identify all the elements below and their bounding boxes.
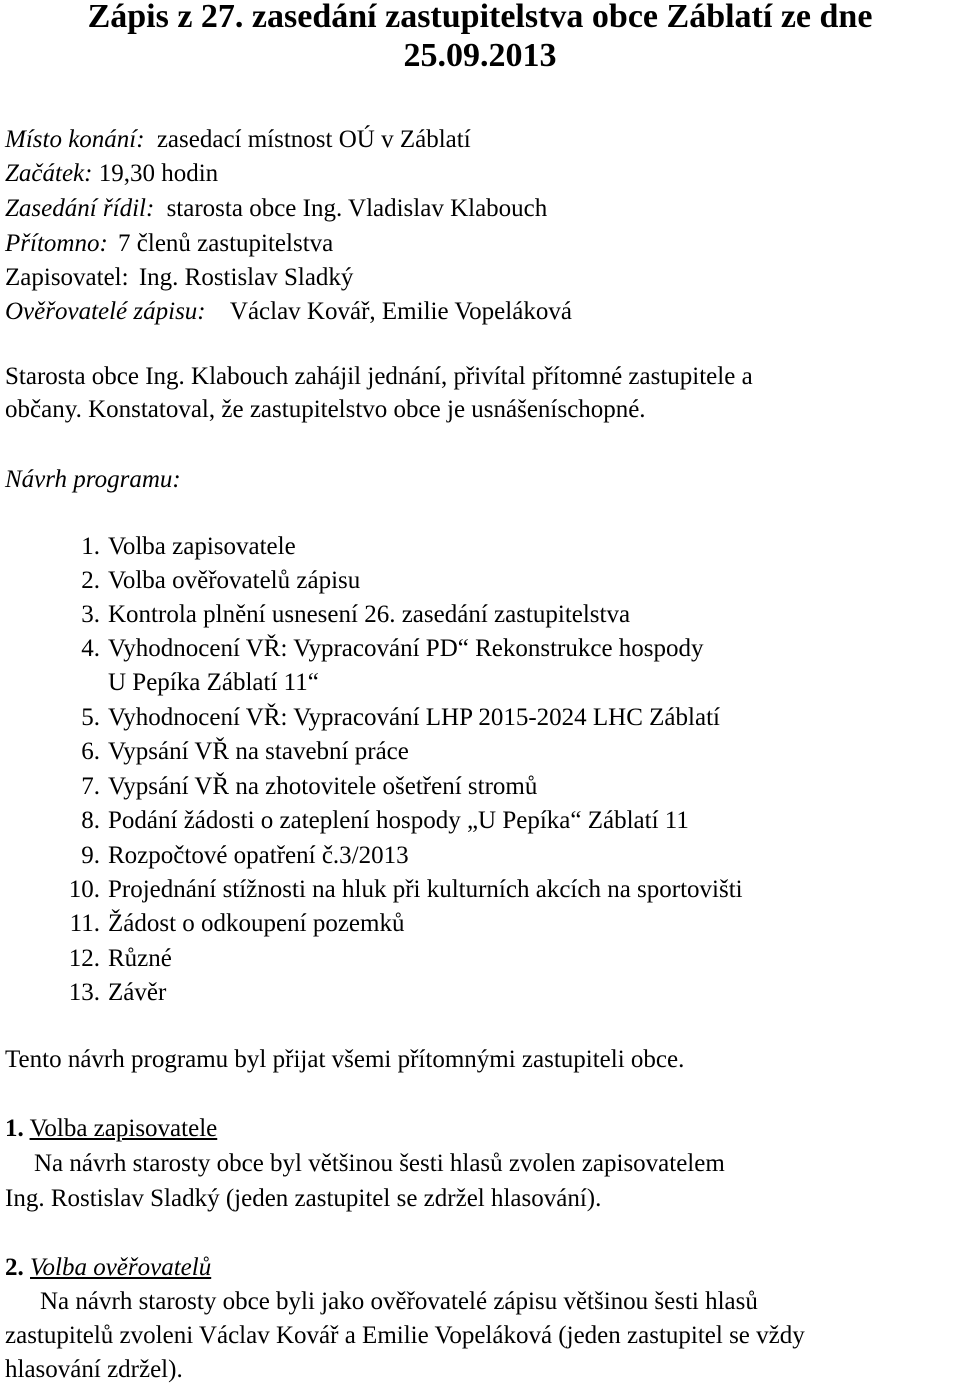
- section2-text-line1: Na návrh starosty obce byli jako ověřovatelé zápisu většinou šesti hlasů: [40, 1288, 758, 1315]
- meta-recorder: [5, 262, 353, 294]
- meta-chair-label: Zasedání řídil:: [5, 195, 155, 222]
- opening-paragraph-line1: Starosta obce Ing. Klabouch zahájil jednání, přivítal přítomné zastupitele a: [5, 363, 753, 390]
- section2-title: Volba ověřovatelů: [30, 1254, 212, 1281]
- program-item-text: Rozpočtové opatření č.3/2013: [108, 842, 409, 869]
- meta-chair: [5, 193, 547, 225]
- program-item-text: Vypsání VŘ na stavební práce: [108, 738, 409, 765]
- program-item-number: 2.: [81, 567, 100, 594]
- section2-text-line3: hlasování zdržel).: [5, 1356, 183, 1383]
- program-item-number: 12.: [68, 945, 100, 972]
- program-item-text: Volba zapisovatele: [108, 533, 296, 560]
- section1-heading: [5, 1113, 217, 1145]
- program-heading: Návrh programu:: [5, 466, 181, 493]
- program-item-text: Vypsání VŘ na zhotovitele ošetření stromů: [108, 773, 538, 800]
- program-item-number: 9.: [81, 842, 100, 869]
- meta-present-value: 7 členů zastupitelstva: [118, 230, 334, 257]
- meta-recorder-label: Zapisovatel:: [5, 264, 129, 291]
- opening-paragraph-line2: občany. Konstatoval, že zastupitelstvo obce je usnášeníschopné.: [5, 396, 646, 423]
- meta-verifiers-label: Ověřovatelé zápisu:: [5, 298, 206, 325]
- meta-chair-value: starosta obce Ing. Vladislav Klabouch: [166, 195, 548, 222]
- meta-start-label: Začátek:: [5, 160, 93, 187]
- program-item-text: Vyhodnocení VŘ: Vypracování PD“ Rekonstrukce hospody: [108, 635, 704, 662]
- meta-place-value: zasedací místnost OÚ v Záblatí: [156, 126, 471, 153]
- program-item-number: 1.: [81, 533, 100, 560]
- program-item-number: 13.: [68, 979, 100, 1006]
- program-item-text: Projednání stížnosti na hluk při kulturních akcích na sportovišti: [108, 876, 743, 903]
- document-title-line2: 25.09.2013: [403, 37, 557, 74]
- program-item-text: Vyhodnocení VŘ: Vypracování LHP 2015-2024 LHC Záblatí: [108, 704, 720, 731]
- program-item-number: 5.: [81, 704, 100, 731]
- meta-place: [5, 124, 471, 156]
- program-item-text: Podání žádosti o zateplení hospody „U Pepíka“ Záblatí 11: [108, 807, 689, 834]
- meta-start-value: 19,30 hodin: [98, 160, 219, 187]
- section2-text-line2: zastupitelů zvoleni Václav Kovář a Emilie Vopeláková (jeden zastupitel se vždy: [5, 1322, 805, 1349]
- program-item-text: U Pepíka Záblatí 11“: [108, 669, 319, 696]
- meta-present: [5, 228, 333, 260]
- document-title-line1: Zápis z 27. zasedání zastupitelstva obce Záblatí ze dne: [87, 0, 873, 35]
- section2-heading: [5, 1252, 211, 1284]
- section1-text-line1: Na návrh starosty obce byl většinou šesti hlasů zvolen zapisovatelem: [34, 1150, 725, 1177]
- program-item-text: Závěr: [108, 979, 167, 1006]
- section1-number: 1.: [5, 1115, 24, 1142]
- section1-title: Volba zapisovatele: [29, 1115, 218, 1142]
- section1-text-line2: Ing. Rostislav Sladký (jeden zastupitel se zdržel hlasování).: [5, 1185, 602, 1212]
- program-accepted-text: Tento návrh programu byl přijat všemi přítomnými zastupiteli obce.: [5, 1046, 685, 1073]
- meta-verifiers-value: Václav Kovář, Emilie Vopeláková: [229, 298, 572, 325]
- program-item-number: 7.: [81, 773, 100, 800]
- program-item-text: Různé: [108, 945, 172, 972]
- program-item-text: Volba ověřovatelů zápisu: [108, 567, 361, 594]
- program-item-number: 11.: [69, 910, 100, 937]
- program-item-number: 6.: [81, 738, 100, 765]
- meta-present-label: Přítomno:: [5, 230, 108, 257]
- meta-start: [5, 158, 218, 190]
- meta-place-label: Místo konání:: [5, 126, 145, 153]
- meta-recorder-value: Ing. Rostislav Sladký: [138, 264, 354, 291]
- meta-verifiers: [5, 296, 572, 328]
- program-item-number: 10.: [68, 876, 100, 903]
- program-item-text: Kontrola plnění usnesení 26. zasedání zastupitelstva: [108, 601, 631, 628]
- program-item-number: 4.: [81, 635, 100, 662]
- program-item-number: 3.: [81, 601, 100, 628]
- program-item-number: 8.: [81, 807, 100, 834]
- section2-number: 2.: [5, 1254, 24, 1281]
- program-item-text: Žádost o odkoupení pozemků: [108, 910, 405, 937]
